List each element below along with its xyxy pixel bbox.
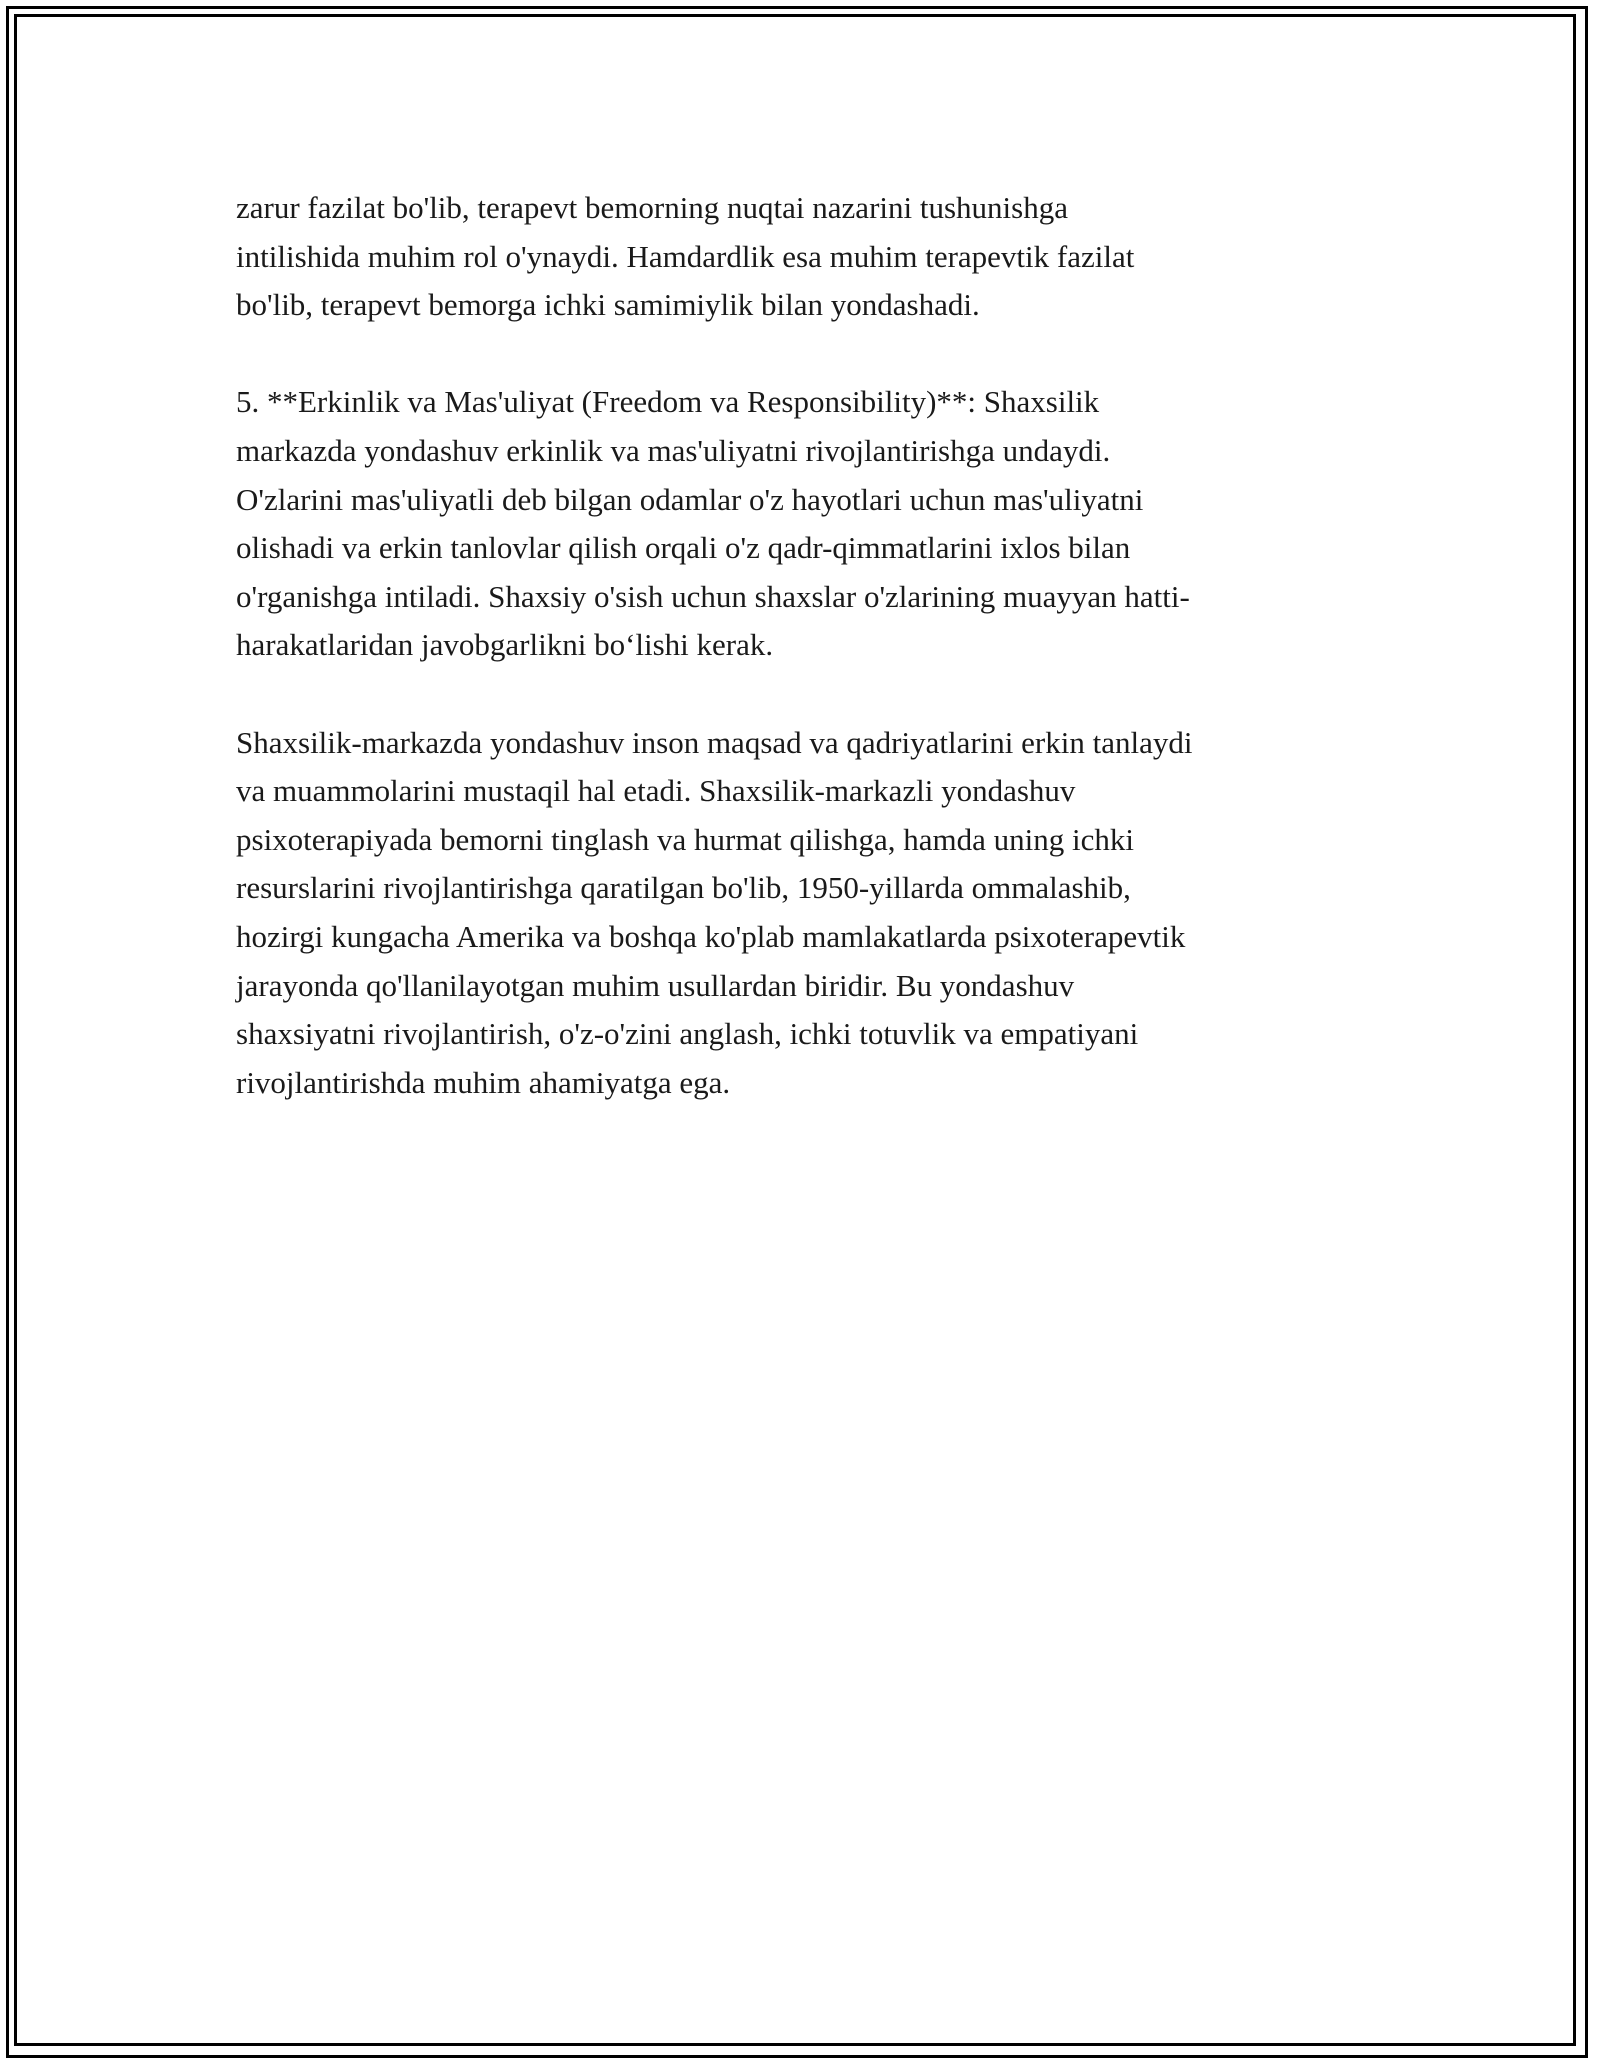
paragraph-freedom-responsibility: 5. **Erkinlik va Mas'uliyat (Freedom va Responsibility)**: Shaxsilik markazda yondashuv erkinlik va mas'uliyatni rivojlantirishga undaydi. O'zlarini mas'uliyatli deb bilgan odamlar o'z hayotlari uchun mas'uliyatni olishadi va erkin tanlovlar qilish orqali o'z qadr-qimmatlarini ixlos bilan o'rganishga intiladi. Shaxsiy o'sish uchun shaxslar o'zlarining muayyan hatti- harakatlaridan javobgarlikni bo‘lishi kerak. xyxy=(236,384,1190,663)
paragraph-empathy-continuation: zarur fazilat bo'lib, terapevt bemorning nuqtai nazarini tushunishga intilishida muhim rol o'ynaydi. Hamdardlik esa muhim terapevtik fazilat bo'lib, terapevt bemorga ichki samimiylik bilan yondashadi. xyxy=(236,190,1135,323)
document-body xyxy=(236,184,1386,1156)
paragraph-conclusion: Shaxsilik-markazda yondashuv inson maqsad va qadriyatlarini erkin tanlaydi va muammolarini mustaqil hal etadi. Shaxsilik-markazli yondashuv psixoterapiyada bemorni tinglash va hurmat qilishga, hamda uning ichki resurslarini rivojlantirishga qaratilgan bo'lib, 1950-yillarda ommalashib, hozirgi kungacha Amerika va boshqa ko'plab mamlakatlarda psixoterapevtik jarayonda qo'llanilayotgan muhim usullardan biridir. Bu yondashuv shaxsiyatni rivojlantirish, o'z-o'zini anglash, ichki totuvlik va empatiyani rivojlantirishda muhim ahamiyatga ega. xyxy=(236,724,1193,1100)
